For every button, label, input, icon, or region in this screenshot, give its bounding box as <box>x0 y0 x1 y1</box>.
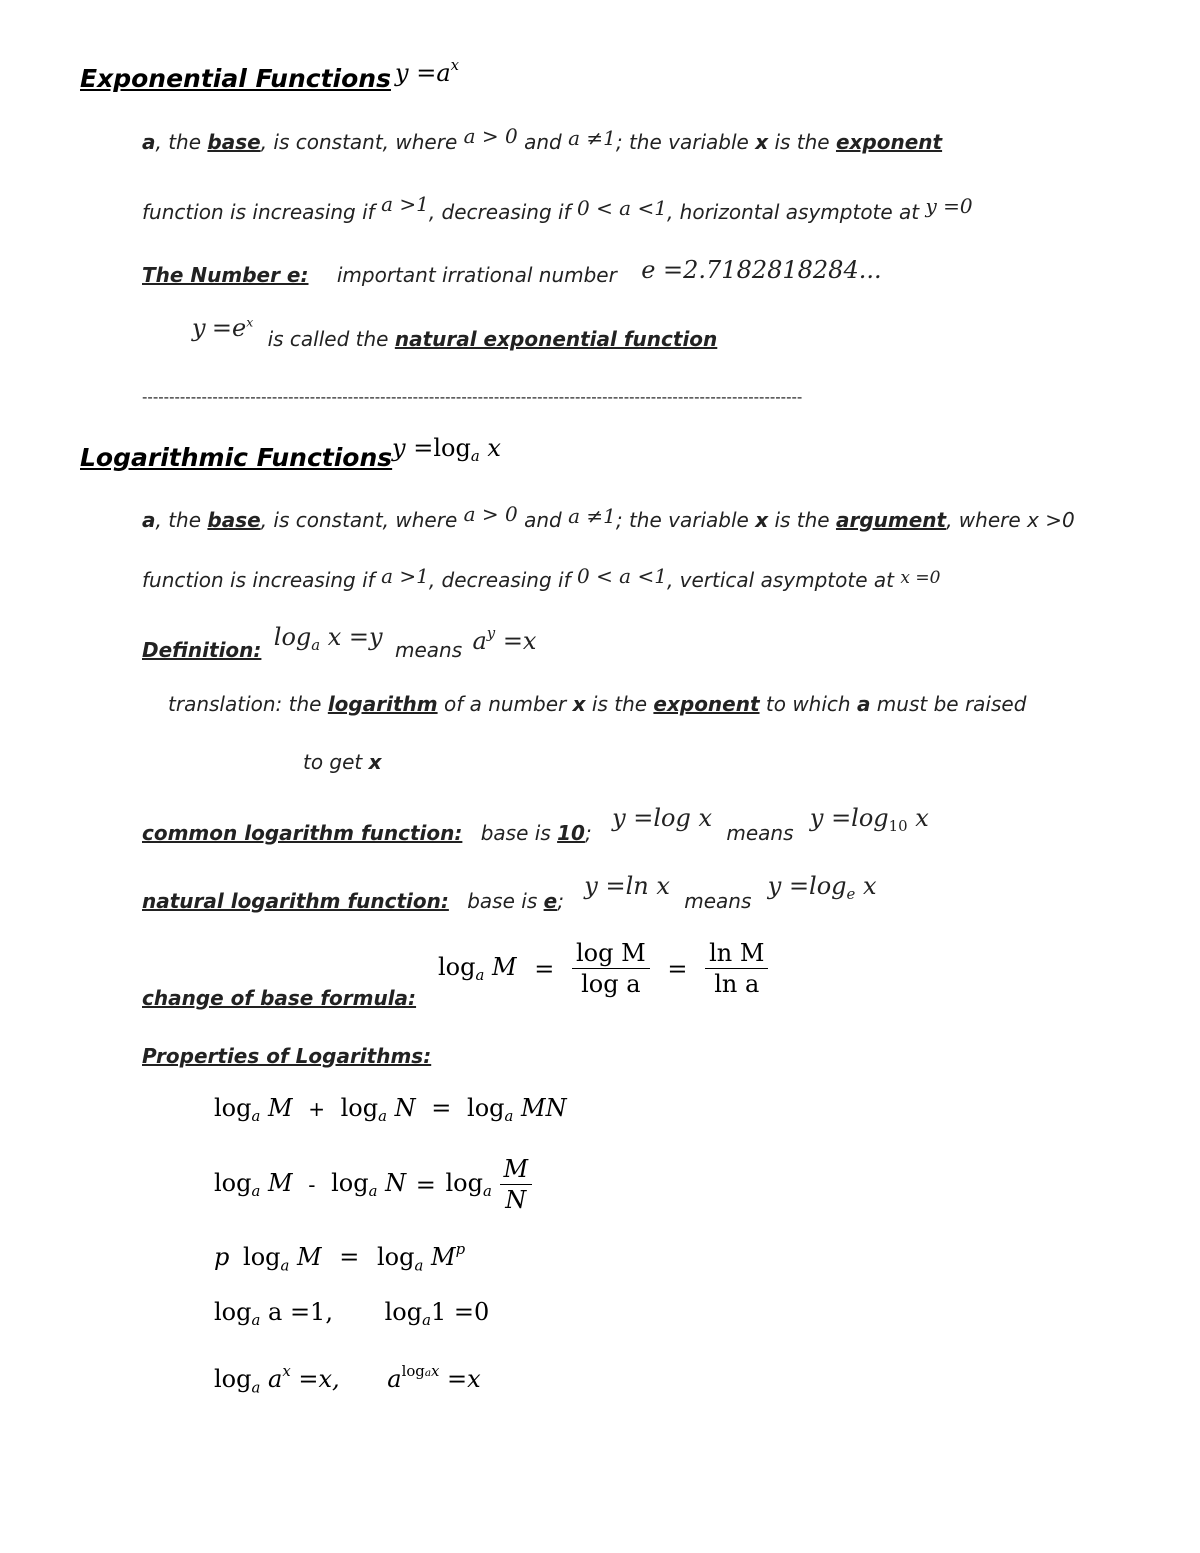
p4-b-post: 1 =0 <box>430 1298 490 1326</box>
log-and: and <box>517 508 569 532</box>
p3-c: log <box>376 1243 415 1272</box>
formula-y: y <box>395 59 409 88</box>
natexp-p1: is called the <box>267 327 395 351</box>
cob-f1-num: log M <box>572 938 650 969</box>
cob-fraction-ln <box>705 938 768 999</box>
log-cond2: a ≠1 <box>568 504 616 528</box>
p1-a-sub: a <box>251 1107 261 1126</box>
formula-eq: = <box>416 59 437 88</box>
tr-p3: is the <box>585 692 654 716</box>
p2-eq: = <box>415 1170 436 1199</box>
number-e-line <box>142 256 882 288</box>
properties-label: Properties of Logarithms: <box>142 1044 432 1068</box>
exp-x: x <box>755 130 769 154</box>
log-l2-m1: a >1 <box>381 564 429 588</box>
p5-b: a <box>387 1365 402 1394</box>
p5-b-end: =x <box>439 1365 481 1394</box>
p4-a-sub: a <box>251 1311 261 1330</box>
log-l1-p5: , where x >0 <box>946 508 1075 532</box>
natural-log-p1: base is <box>467 889 544 913</box>
p5-a: log <box>214 1365 252 1394</box>
cob-f2-num: ln M <box>705 938 768 969</box>
natexp-x: x <box>246 314 254 330</box>
p1-eq: = <box>431 1094 452 1122</box>
log-base-line <box>142 502 1075 532</box>
section-divider: -------------------------------------------------------------------------------------------------------------------------- <box>142 388 803 406</box>
exp-and: and <box>517 130 569 154</box>
tr-p4: to which <box>759 692 857 716</box>
tr-logarithm: logarithm <box>327 692 438 716</box>
natural-log-base: e <box>543 889 558 913</box>
cob-eq2: = <box>667 954 688 983</box>
natural-exponential-term: natural exponential function <box>394 327 718 351</box>
log-argument-term: argument <box>835 508 947 532</box>
exp-increasing-line <box>142 192 973 224</box>
p5-a-end: =x, <box>290 1365 340 1394</box>
property-power <box>214 1240 465 1274</box>
cob-lhs <box>438 952 517 985</box>
p4-a: log <box>214 1298 252 1326</box>
natural-log-semi: ; <box>557 889 564 913</box>
common-log-m2 <box>809 804 929 836</box>
natural-log-label: natural logarithm function: <box>142 889 449 913</box>
tr-exponent: exponent <box>653 692 760 716</box>
number-e-value: e =2.7182818284... <box>641 256 882 284</box>
common-log-base: 10 <box>557 821 585 845</box>
log-l1-p4: is the <box>768 508 836 532</box>
natural-log-m2 <box>767 872 877 904</box>
exp-l1-p4: is the <box>768 130 836 154</box>
log-a: a <box>142 508 156 532</box>
p3-c-sub: a <box>414 1256 424 1275</box>
p3-c-post: M <box>423 1243 456 1272</box>
log-base-term: base <box>207 508 261 532</box>
p1-b-sub: a <box>378 1107 387 1126</box>
common-log-line <box>142 804 929 845</box>
p5-b-sup-sub: a <box>424 1367 432 1379</box>
definition-means: means <box>394 638 463 663</box>
log-l1-p3: ; the variable <box>615 508 756 532</box>
common-m2-post: x <box>907 804 929 832</box>
p3-p: p <box>214 1243 230 1272</box>
p2-num: M <box>500 1154 533 1185</box>
exp-l2-m1: a >1 <box>381 192 429 216</box>
exp-l2-m3: y =0 <box>925 194 973 218</box>
translation-line-2 <box>303 750 382 774</box>
exp-l2-p2: , decreasing if <box>428 200 577 224</box>
def-log: log <box>273 623 312 652</box>
p3-eq: = <box>339 1243 360 1272</box>
properties-label-wrap <box>142 1044 431 1068</box>
p1-c-sub: a <box>504 1107 514 1126</box>
cob-a: a <box>475 966 485 985</box>
change-of-base-label-wrap <box>142 986 416 1010</box>
natural-m2-sub: e <box>846 885 856 904</box>
p2-a: log <box>214 1168 252 1197</box>
exp-exponent-term: exponent <box>835 130 943 154</box>
p1-a-post: M <box>260 1094 293 1122</box>
p2-c-sub: a <box>482 1182 492 1201</box>
natexp-y: y <box>192 314 206 342</box>
log-l1-p2: , is constant, where <box>260 508 464 532</box>
p2-den: N <box>505 1186 527 1214</box>
exp-base-line <box>142 124 943 154</box>
tr-p1: translation: the <box>168 692 328 716</box>
p5-b-sup-x: x <box>431 1362 440 1380</box>
formula-x: x <box>450 56 460 74</box>
cob-f1-den: log a <box>581 970 641 998</box>
formula-a: a <box>436 59 451 88</box>
cob-log: log <box>438 952 476 981</box>
p4-b-sub: a <box>422 1311 431 1330</box>
natexp-eq: = <box>211 314 233 342</box>
exp-l2-m2: 0 < a <1 <box>576 196 667 220</box>
log-x: x <box>755 508 769 532</box>
p5-b-sup-log: log <box>401 1362 425 1380</box>
change-of-base-formula <box>438 938 768 999</box>
exp-l1-p2: , is constant, where <box>260 130 464 154</box>
def-rhs-y: y <box>486 624 496 642</box>
property-inverse <box>214 1362 481 1396</box>
cob-fraction-log <box>572 938 650 999</box>
exp-cond1: a > 0 <box>463 124 518 148</box>
log-l2-m2: 0 < a <1 <box>576 564 667 588</box>
p2-a-post: M <box>260 1168 293 1197</box>
number-e-desc: important irrational number <box>336 263 617 287</box>
log-l2-m3: x =0 <box>900 568 941 588</box>
common-m2-sub: 10 <box>888 817 908 836</box>
log-increasing-line <box>142 564 941 592</box>
logf-a: a <box>470 447 480 466</box>
logarithmic-formula <box>392 434 501 465</box>
common-log-label: common logarithm function: <box>142 821 463 845</box>
common-m2-pre: y =log <box>809 804 889 832</box>
p4-a-post: a =1, <box>260 1298 333 1326</box>
p2-rhs <box>445 1168 492 1201</box>
log-l2-p3: , vertical asymptote at <box>666 568 901 592</box>
logf-x: x <box>487 434 501 462</box>
def-rest: x =y <box>320 623 383 652</box>
natexp-e: e <box>232 314 247 342</box>
log-cond1: a > 0 <box>463 502 518 526</box>
log-l2-p1: function is increasing if <box>142 568 382 592</box>
logarithmic-heading: Logarithmic Functions <box>80 443 393 472</box>
tr-x: x <box>572 692 586 716</box>
common-log-means: means <box>726 821 794 845</box>
property-product <box>214 1094 567 1125</box>
p2-b-sub: a <box>368 1182 378 1201</box>
tr-x2: x <box>368 750 382 774</box>
p2-a-sub: a <box>251 1182 261 1201</box>
natural-log-means: means <box>684 889 752 913</box>
cob-M: M <box>484 952 517 981</box>
natural-log-line <box>142 872 877 913</box>
p3-c-sup: p <box>455 1240 466 1258</box>
common-log-p1: base is <box>480 821 558 845</box>
logf-eq: =log <box>413 434 471 462</box>
natural-m2-pre: y =log <box>767 872 847 900</box>
exp-l1-p1: , the <box>155 130 208 154</box>
log-l1-p1: , the <box>155 508 208 532</box>
exp-l1-p3: ; the variable <box>615 130 756 154</box>
p1-b-post: N <box>387 1094 416 1122</box>
common-log-semi: ; <box>584 821 592 845</box>
p2-fraction <box>500 1154 533 1215</box>
cob-eq1: = <box>534 954 555 983</box>
natural-m2-post: x <box>855 872 877 900</box>
tr-a: a <box>856 692 871 716</box>
tr-p2: of a number <box>437 692 573 716</box>
cob-f2-den: ln a <box>714 970 760 998</box>
definition-label: Definition: <box>142 638 262 663</box>
property-identities <box>214 1298 489 1329</box>
p3-a: log <box>243 1243 281 1272</box>
p2-lhs <box>214 1168 293 1201</box>
def-a: a <box>311 636 321 655</box>
def-rhs-rest: =x <box>495 627 537 656</box>
p1-op: + <box>308 1097 325 1121</box>
tr-p6: to get <box>303 750 369 774</box>
exponential-formula <box>395 56 459 87</box>
p2-op: - <box>308 1172 316 1197</box>
p2-c: log <box>445 1168 483 1197</box>
property-quotient <box>214 1154 532 1215</box>
number-e-label: The Number e: <box>142 263 309 287</box>
logf-y: y <box>392 434 406 462</box>
exp-cond2: a ≠1 <box>568 126 616 150</box>
natural-exp-line <box>192 314 718 351</box>
exponential-heading: Exponential Functions <box>80 64 391 93</box>
p5-a-sub: a <box>251 1378 261 1397</box>
p4-b: log <box>384 1298 423 1326</box>
exp-l2-p3: , horizontal asymptote at <box>666 200 926 224</box>
p5-a-post: a <box>260 1365 283 1394</box>
p2-b: log <box>331 1168 369 1197</box>
common-log-m1: y =log x <box>612 804 713 832</box>
p1-b: log <box>340 1094 379 1122</box>
def-rhs-a: a <box>472 627 487 656</box>
p1-c: log <box>467 1094 505 1122</box>
p3-a-sub: a <box>280 1256 290 1275</box>
p2-b-post: N <box>377 1168 407 1197</box>
p1-c-post: MN <box>513 1094 567 1122</box>
log-l2-p2: , decreasing if <box>428 568 577 592</box>
natural-log-m1: y =ln x <box>584 872 670 900</box>
p5-b-sup <box>402 1362 440 1380</box>
tr-p5: must be raised <box>870 692 1027 716</box>
exp-base-term: base <box>207 130 261 154</box>
definition-lhs <box>273 623 383 655</box>
p2-mid <box>331 1168 407 1201</box>
exp-a: a <box>142 130 156 154</box>
definition-line <box>142 620 537 663</box>
change-of-base-label: change of base formula: <box>142 986 417 1010</box>
p5-a-sup: x <box>282 1362 291 1380</box>
translation-line <box>168 692 1026 716</box>
p3-a-post: M <box>289 1243 322 1272</box>
definition-rhs <box>472 624 537 656</box>
p1-a: log <box>214 1094 252 1122</box>
exp-l2-p1: function is increasing if <box>142 200 382 224</box>
